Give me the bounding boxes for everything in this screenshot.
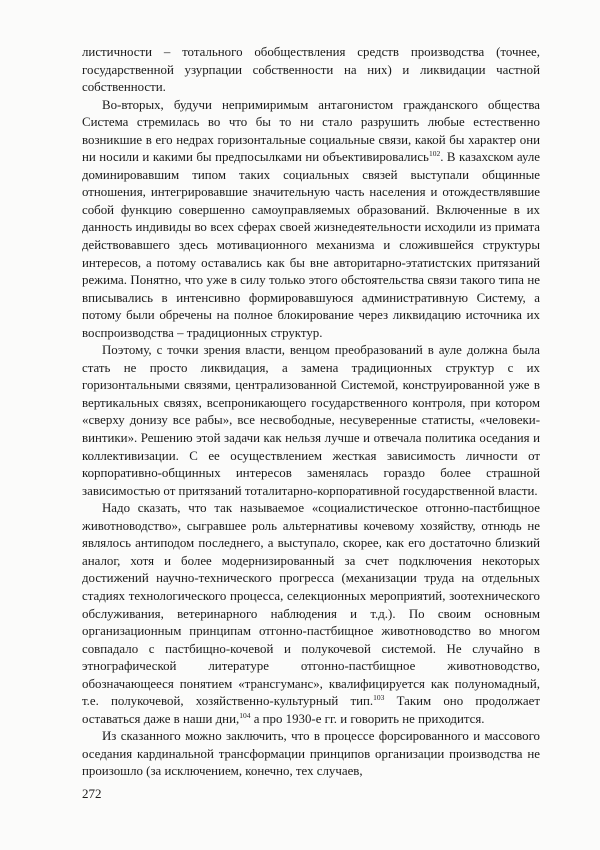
paragraph bbox=[82, 728, 540, 781]
paragraph-text: Из сказанного можно заключить, что в процессе форсированного и массового оседания кардинальной трансформации принципов организации производства не произошло (за исключением, конечно, тех случаев, bbox=[82, 729, 540, 779]
paragraph bbox=[82, 342, 540, 500]
paragraph bbox=[82, 500, 540, 728]
page-number: 272 bbox=[82, 786, 102, 801]
paragraph bbox=[82, 44, 540, 97]
body-text bbox=[82, 44, 540, 781]
paragraph-text: Таким оно продолжает оставаться даже в наши дни, bbox=[82, 694, 540, 726]
paragraph-text: а про 1930-е гг. и говорить не приходится. bbox=[250, 711, 485, 726]
paragraph-text: Во-вторых, будучи непримиримым антагонистом гражданского общества Система стремилась во что бы то ни стало разрушить любые естественно возникшие в его недрах горизонтальные социальные связи, какой бы характер они ни носили и какими бы предпосылками ни объективировались bbox=[82, 97, 540, 165]
paragraph-text: Надо сказать, что так называемое «социалистическое отгонно-пастбищное животноводство», сыгравшее роль альтернативы кочевому хозяйству, отнюдь не являлось антиподом последнего, а выступало, скорее, как его достаточно близкий аналог, хотя и более модернизированный за счет подключения некоторых достижений научно-технического прогресса (механизации труда на отдельных стадиях технологического процесса, селекционных мероприятий, зоотехнического обслуживания, ветеринарного наблюдения и т.д.). По своим основным организационным принципам отгонно-пастбищное животноводство во многом совпадало с пастбищно-кочевой и полукочевой системой. Не случайно в этнографической литературе отгонно-пастбищное животноводство, обозначающееся понятием «трансгуманс», квалифицируется как полуномадный, т.е. полукочевой, хозяйственно-культурный тип. bbox=[82, 501, 540, 709]
footnote-reference: 104 bbox=[239, 710, 251, 720]
footnote-reference: 103 bbox=[373, 693, 385, 703]
paragraph-text: Поэтому, с точки зрения власти, венцом преобразований в ауле должна была стать не просто ликвидация, а замена традиционных структур с их горизонтальными связями, централизованной Системой, конструированной уже в вертикальных связях, всепроникающего государственного контроля, при котором «сверху донизу все рабы», все несвободные, несуверенные статисты, «человеки-винтики». Решению этой задачи как нельзя лучше и отвечала политика оседания и коллективизации. С ее осуществлением жесткая зависимость личности от корпоративно-общинных интересов заменялась гораздо более страшной зависимостью от притязаний тоталитарно-корпоративной государственной власти. bbox=[82, 343, 540, 498]
paragraph-text: листичности – тотального обобществления средств производства (точнее, государственной узурпации собственности на них) и ликвидации частной собственности. bbox=[82, 45, 540, 95]
paragraph-text: . В казахском ауле доминировавшим типом таких социальных связей выступали общинные отношения, интегрировавшие значительную часть населения и отождествлявшие собой функцию совершенно самоуправляемых образований. Включенные в их данность индивиды во всех сферах своей жизнедеятельности исходили из примата действовавшего здесь мотивационного механизма и сложившейся структуры интересов, а потому оставались как бы вне авторитарно-этатистских притязаний режима. Понятно, что уже в силу только этого обстоятельства связи такого типа не вписывались в интенсивно формировавшуюся административную Систему, а потому были обречены на полное блокирование через ликвидацию источника их воспроизводства – традиционных структур. bbox=[82, 150, 540, 340]
footnote-reference: 102 bbox=[428, 149, 441, 159]
paragraph bbox=[82, 97, 540, 343]
